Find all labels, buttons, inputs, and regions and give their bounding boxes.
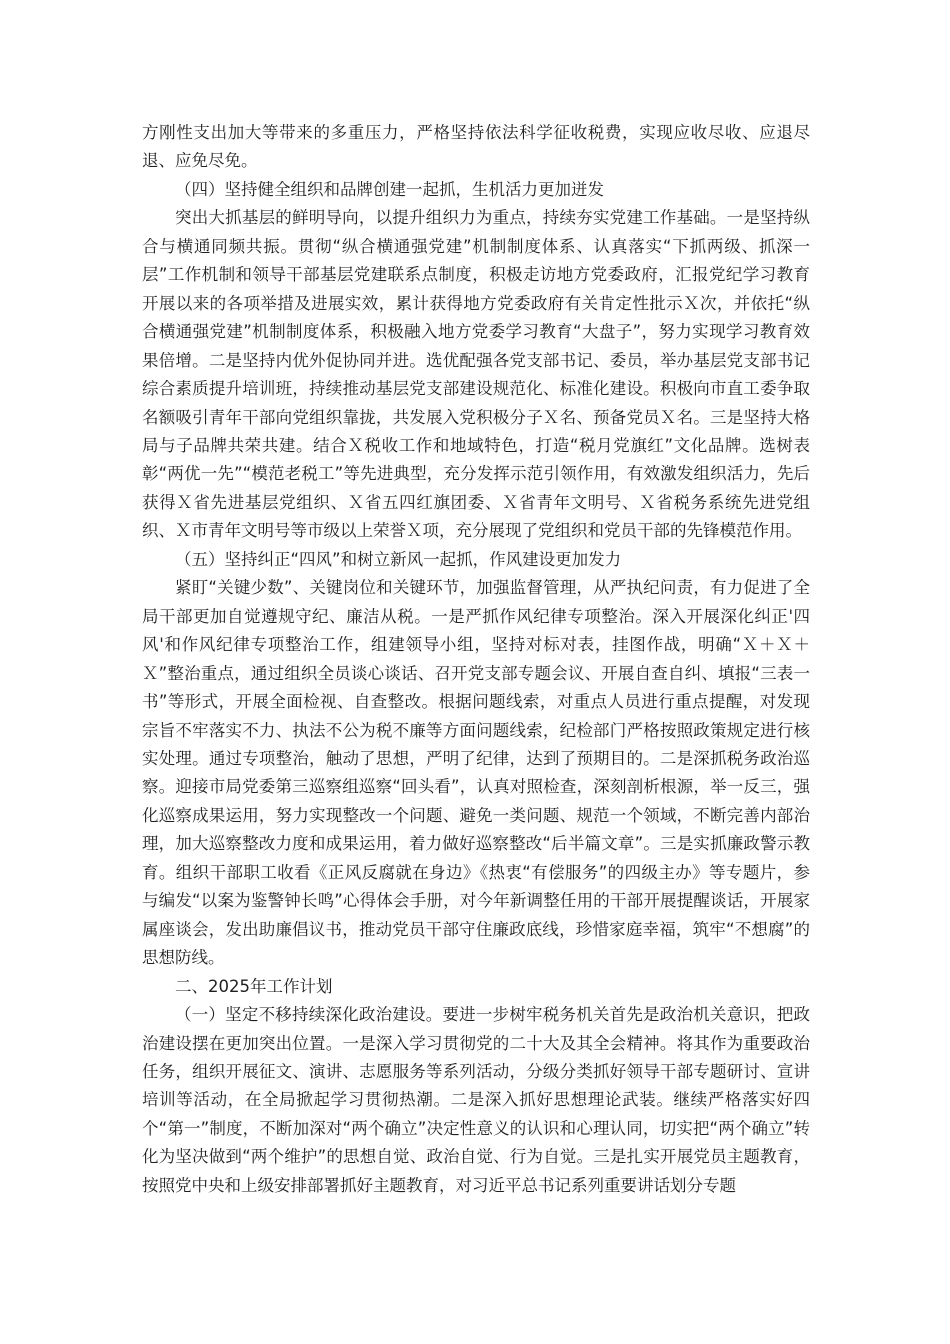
- document-page: [142, 119, 810, 1200]
- section-heading-4: （四）坚持健全组织和品牌创建一起抓，生机活力更加迸发: [175, 179, 604, 199]
- paragraph-tax-collection: 方刚性支出加大等带来的多重压力，严格坚持依法科学征收税费，实现应收尽收、应退尽退、应免尽免。: [142, 123, 810, 171]
- paragraph-work-style: 紧盯“关键少数”、关键岗位和关键环节，加强监督管理，从严执纪问责，有力促进了全局干部更加自觉遵规守纪、廉洁从税。一是严抓作风纪律专项整治。深入开展深化纠正'四风'和作风纪律专项整治工作，组建领导小组，坚持对标对表，挂图作战，明确“Ｘ＋Ｘ＋Ｘ”整治重点，通过组织全员谈心谈话、召开党支部专题会议、开展自查自纠、填报“三表一书”等形式，开展全面检视、自查整改。根据问题线索，对重点人员进行重点提醒，对发现宗旨不牢落实不力、执法不公为税不廉等方面问题线索，纪检部门严格按照政策规定进行核实处理。通过专项整治，触动了思想，严明了纪律，达到了预期目的。二是深抓税务政治巡察。迎接市局党委第三巡察组巡察“回头看”，认真对照检查，深刻剖析根源，举一反三，强化巡察成果运用，努力实现整改一个问题、避免一类问题、规范一个领域，不断完善内部治理，加大巡察整改力度和成果运用，着力做好巡察整改“后半篇文章”。三是实抓廉政警示教育。组织干部职工收看《正风反腐就在身边》《热衷“有偿服务”的四级主办》等专题片，参与编发“以案为鉴警钟长鸣”心得体会手册，对今年新调整任用的干部开展提醒谈话，开展家属座谈会，发出助廉倡议书，推动党员干部守住廉政底线，珍惜家庭幸福，筑牢“不想腐”的思想防线。: [142, 578, 810, 968]
- paragraph-organization: 突出大抓基层的鲜明导向，以提升组织力为重点，持续夯实党建工作基础。一是坚持纵合与横通同频共振。贯彻“纵合横通强党建”机制制度体系、认真落实“下抓两级、抓深一层”工作机制和领导干部基层党建联系点制度，积极走访地方党委政府，汇报党纪学习教育开展以来的各项举措及进展实效，累计获得地方党委政府有关肯定性批示Ｘ次，并依托“纵合横通强党建”机制制度体系，积极融入地方党委学习教育“大盘子”，努力实现学习教育效果倍增。二是坚持内优外促协同并进。选优配强各党支部书记、委员，举办基层党支部书记综合素质提升培训班，持续推动基层党支部建设规范化、标准化建设。积极向市直工委争取名额吸引青年干部向党组织靠拢，共发展入党积极分子Ｘ名、预备党员Ｘ名。三是坚持大格局与子品牌共荣共建。结合Ｘ税收工作和地域特色，打造“税月党旗红”文化品牌。选树表彰“两优一先”“模范老税工”等先进典型，充分发挥示范引领作用，有效激发组织活力，先后获得Ｘ省先进基层党组织、Ｘ省五四红旗团委、Ｘ省青年文明号、Ｘ省税务系统先进党组织、Ｘ市青年文明号等市级以上荣誉Ｘ项，充分展现了党组织和党员干部的先锋模范作用。: [142, 208, 811, 541]
- plan-heading: 二、2025年工作计划: [175, 976, 333, 996]
- paragraph-political-building: （一）坚定不移持续深化政治建设。要进一步树牢税务机关首先是政治机关意识，把政治建设摆在更加突出位置。一是深入学习贯彻党的二十大及其全会精神。将其作为重要政治任务，组织开展征文、演讲、志愿服务等系列活动，分级分类抓好领导干部专题研讨、宣讲培训等活动，在全局掀起学习贯彻热潮。二是深入抓好思想理论武装。继续严格落实好四个“第一”制度，不断加深对“两个确立”决定性意义的认识和心理认同，切实把“两个确立”转化为坚决做到“两个维护”的思想自觉、政治自觉、行为自觉。三是扎实开展党员主题教育，按照党中央和上级安排部署抓好主题教育，对习近平总书记系列重要讲话划分专题: [142, 1005, 810, 1195]
- section-heading-5: （五）坚持纠正“四风”和树立新风一起抓，作风建设更加发力: [175, 549, 622, 569]
